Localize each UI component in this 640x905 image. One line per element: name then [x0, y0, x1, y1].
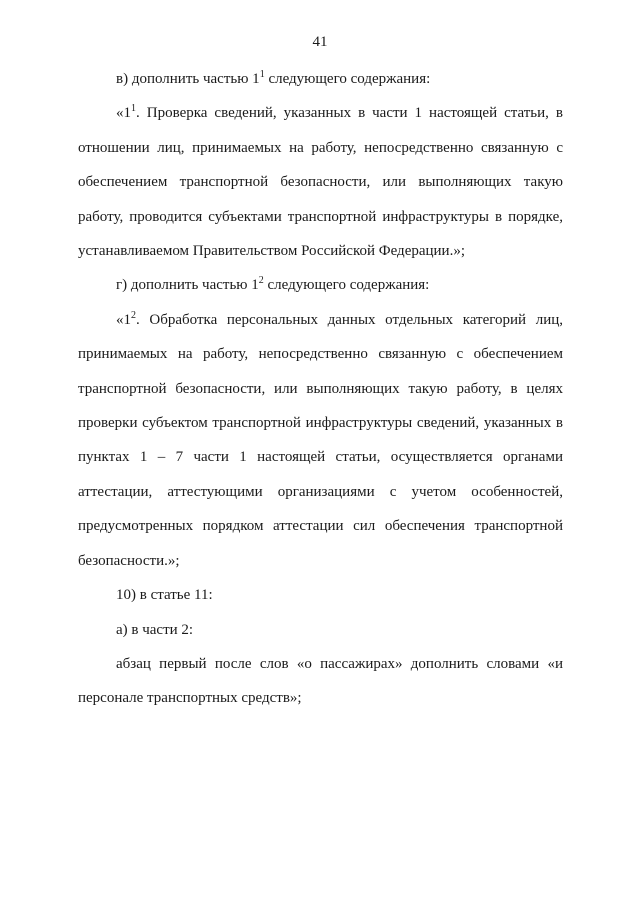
- paragraph-text: «1: [116, 311, 131, 328]
- paragraph-text: следующего содержания:: [263, 277, 430, 294]
- paragraph-text: . Проверка сведений, указанных в части 1 настоящей статьи, в отношении лиц, принимаемых на работу, непосредственно связанную с обеспечением транспортной безопасности, или выполняющих такую работу, проводится субъектами транспортной инфраструктуры в порядке, устанавливаемом Правительством Российской Федерации.»;: [78, 105, 563, 260]
- superscript: 1: [259, 69, 265, 80]
- superscript: 2: [258, 275, 264, 287]
- page-number: 41: [312, 34, 328, 50]
- paragraph-text: следующего содержания:: [264, 71, 431, 87]
- paragraph-amendment-v: [78, 62, 563, 96]
- document-body: [78, 62, 563, 716]
- paragraph-amendment-g: [78, 268, 563, 302]
- superscript: 2: [131, 309, 136, 321]
- paragraph-part-1-2: [78, 303, 563, 578]
- paragraph-text: «1: [116, 105, 131, 122]
- superscript: 1: [131, 103, 136, 115]
- paragraph-text: в) дополнить частью 1: [116, 71, 260, 87]
- paragraph-text: г) дополнить частью 1: [116, 277, 259, 294]
- paragraph-text: . Обработка персональных данных отдельных категорий лиц, принимаемых на работу, непосредственно связанную с обеспечением транспортной безопасности, или выполняющих такую работу, в целях проверки субъектом транспортной инфраструктуры сведений, указанных в пунктах 1 – 7 части 1 настоящей статьи, осуществляется органами аттестации, аттестующими организациями с учетом особенностей, предусмотренных порядком аттестации сил обеспечения транспортной безопасности.»;: [78, 311, 563, 569]
- paragraph-abzac-first: абзац первый после слов «о пассажирах» дополнить словами «и персонале транспортных средств»;: [78, 655, 563, 707]
- paragraph-part-2: а) в части 2:: [116, 621, 194, 638]
- paragraph-part-1-1: [78, 96, 563, 268]
- paragraph-article-11: 10) в статье 11:: [116, 587, 213, 604]
